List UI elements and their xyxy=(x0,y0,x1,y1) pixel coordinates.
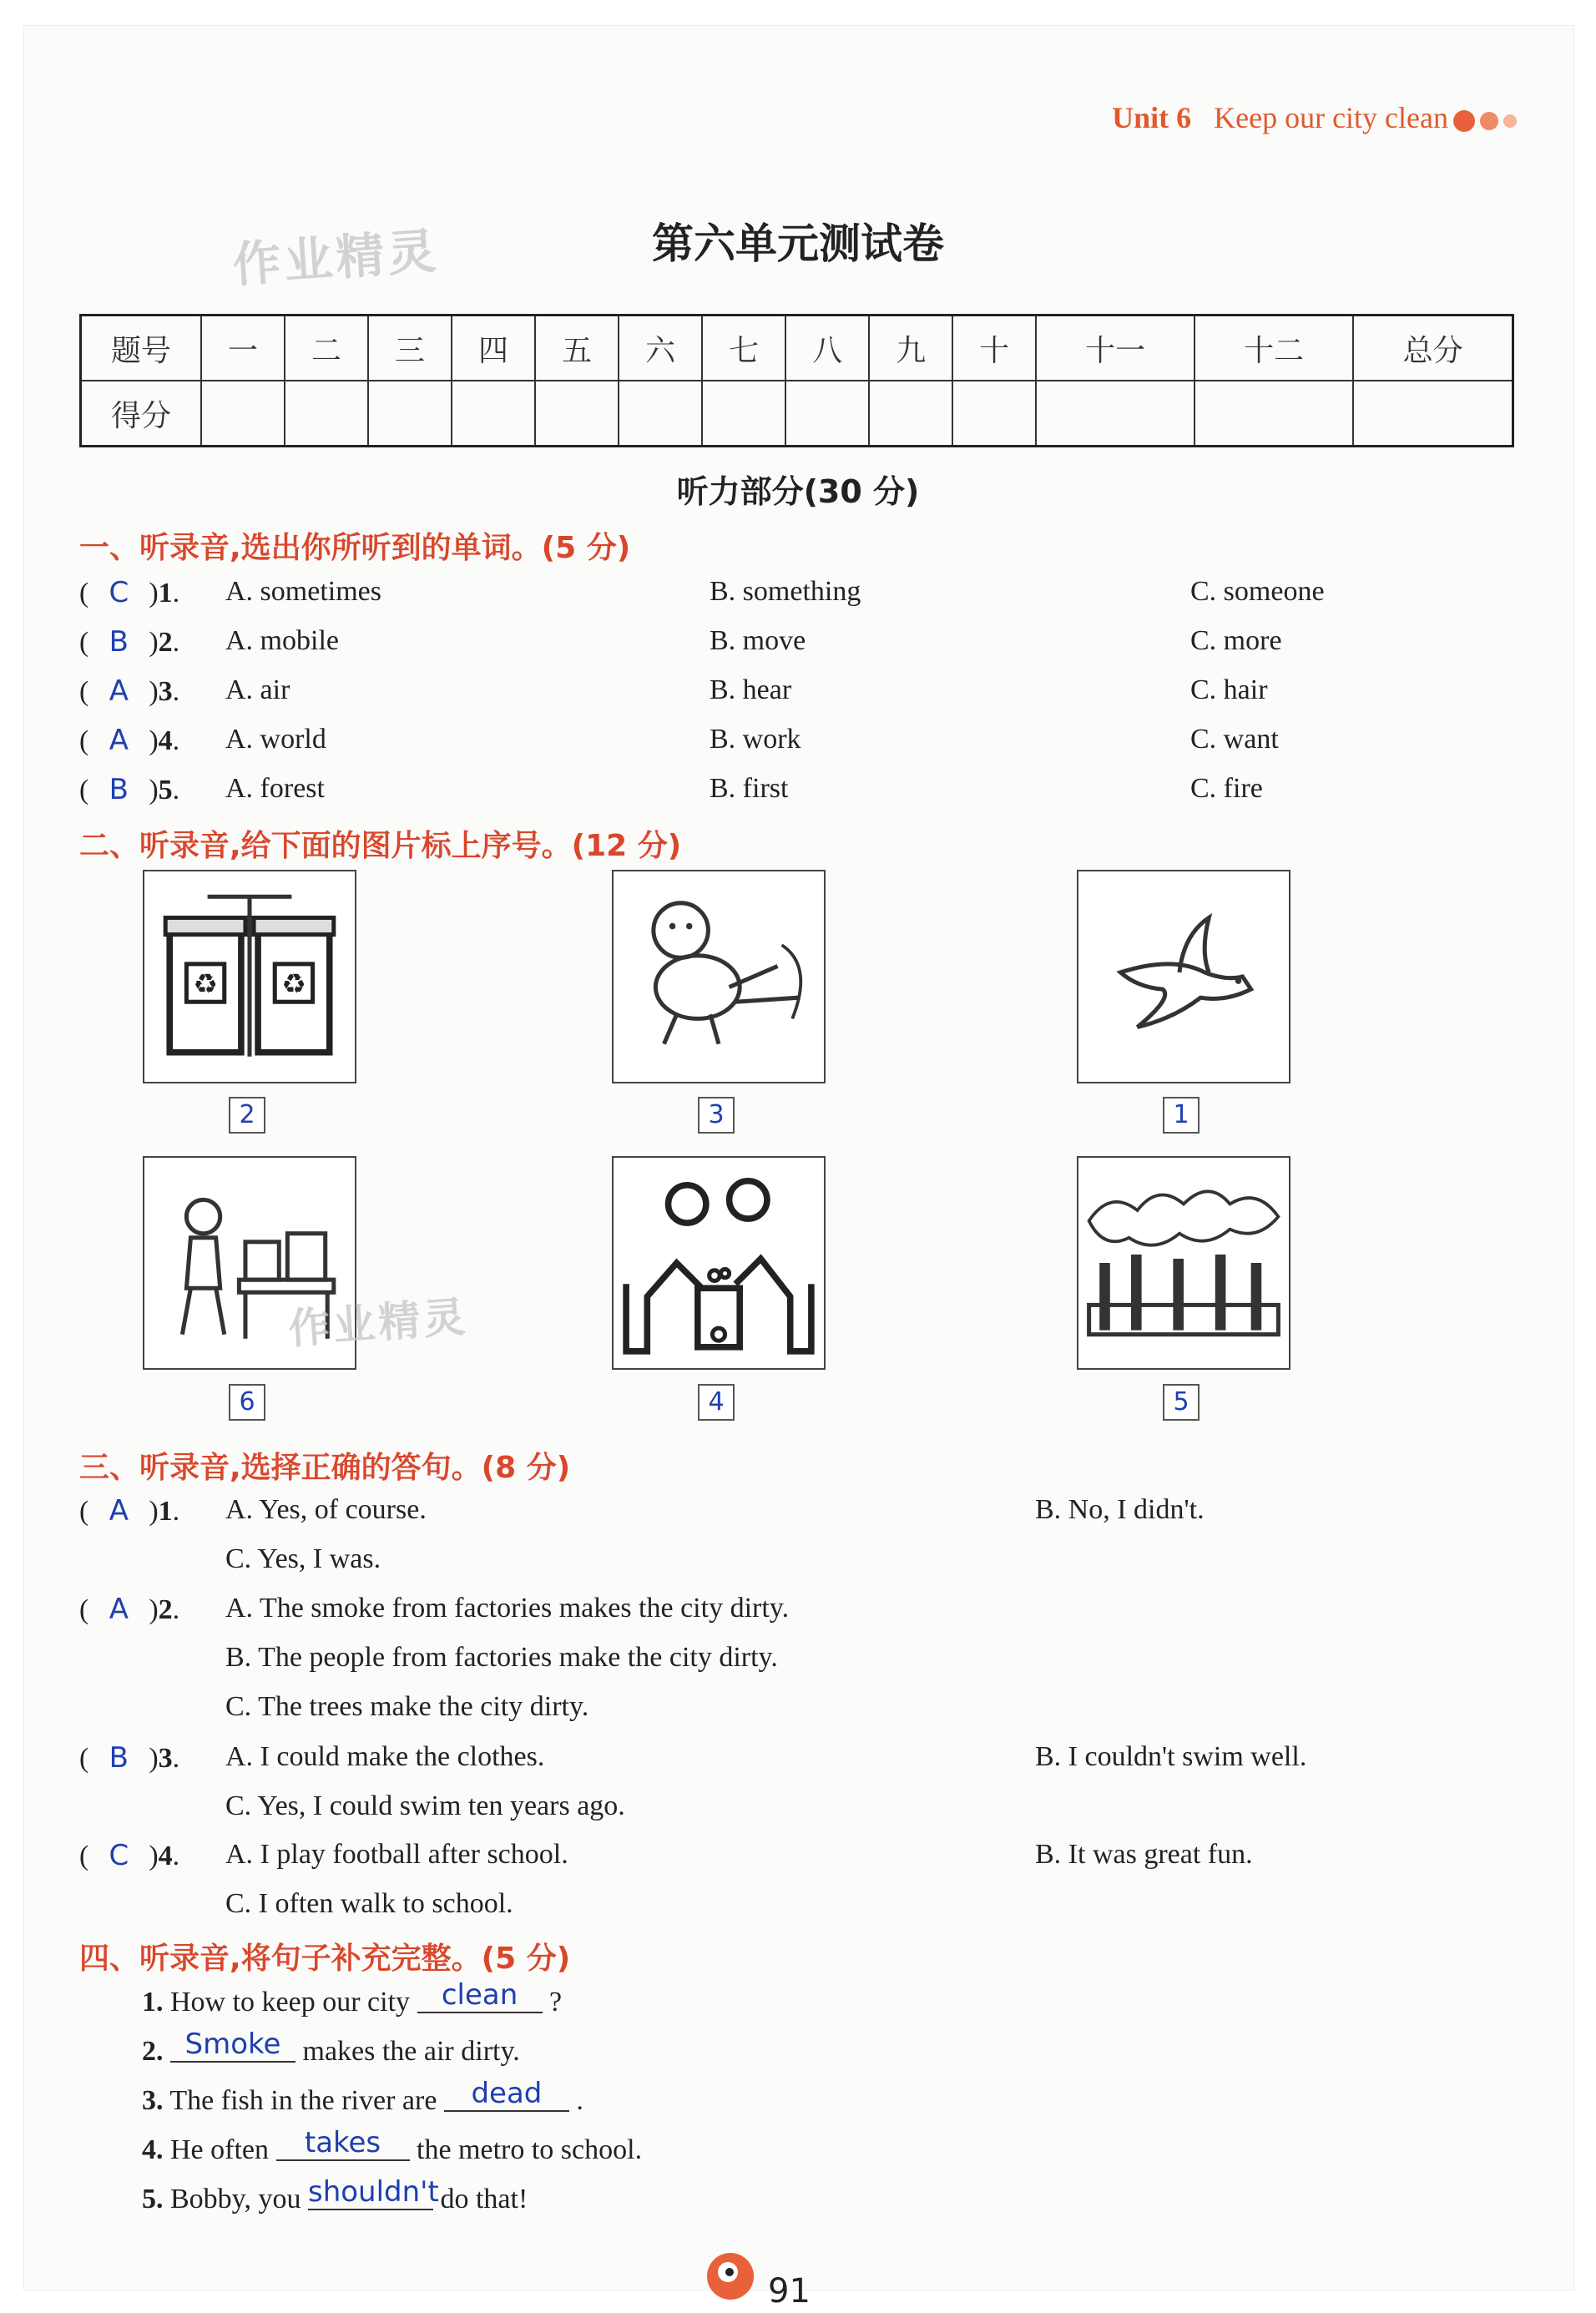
option-a: A. Yes, of course. xyxy=(225,1494,427,1525)
section4-title: 四、听录音,将句子补充完整。(5 分) xyxy=(79,1942,571,1976)
sentence-number: 5. xyxy=(142,2184,164,2215)
option-c: C. I often walk to school. xyxy=(225,1888,513,1919)
people-bin-icon xyxy=(612,1156,826,1370)
option-c: C. want xyxy=(1190,724,1279,755)
score-row-label: 得分 xyxy=(81,381,202,447)
sentence-number: 3. xyxy=(142,2085,164,2116)
fill-blank[interactable]: takes xyxy=(276,2126,410,2161)
score-cell[interactable] xyxy=(1194,381,1353,447)
score-cell[interactable] xyxy=(285,381,368,447)
question-number: 3 xyxy=(158,676,173,707)
sentence-text: Bobby, you xyxy=(170,2184,301,2215)
option-c: C. more xyxy=(1190,625,1282,656)
answer-bracket[interactable]: ( B )2. xyxy=(79,625,180,659)
answer-letter: A xyxy=(109,724,129,757)
score-value-row xyxy=(81,381,1513,447)
answer-bracket[interactable]: ( A )2. xyxy=(79,1593,180,1626)
section3-title: 三、听录音,选择正确的答句。(8 分) xyxy=(79,1451,571,1485)
listening-title: 听力部分(30 分) xyxy=(676,473,920,510)
picture-number-box[interactable]: 6 xyxy=(229,1384,265,1421)
answer-letter: C xyxy=(109,576,129,609)
watermark: 作业精灵 xyxy=(286,1292,471,1354)
unit-label: Unit 6 xyxy=(1112,101,1192,134)
score-cell[interactable] xyxy=(702,381,785,447)
score-header-cell: 八 xyxy=(785,316,869,381)
score-header-cell: 六 xyxy=(619,316,702,381)
score-header-cell: 一 xyxy=(201,316,285,381)
sentence-text: ? xyxy=(549,1987,563,2018)
score-cell[interactable] xyxy=(368,381,452,447)
fill-sentence xyxy=(142,1978,563,2020)
fill-sentence xyxy=(142,2077,583,2119)
sentence-number: 4. xyxy=(142,2134,164,2165)
mascot-icon xyxy=(701,2247,760,2310)
fill-sentence xyxy=(142,2028,520,2069)
option-c: C. Yes, I could swim ten years ago. xyxy=(225,1790,625,1821)
fill-blank[interactable]: Smoke xyxy=(170,2028,295,2063)
watermark: 作业精灵 xyxy=(230,222,442,294)
score-cell[interactable] xyxy=(952,381,1036,447)
option-a: A. I could make the clothes. xyxy=(225,1741,545,1772)
score-cell[interactable] xyxy=(619,381,702,447)
option-b: B. It was great fun. xyxy=(1035,1839,1253,1870)
recycle-bins-icon xyxy=(143,870,356,1083)
question-number: 1 xyxy=(158,578,173,609)
option-b: B. move xyxy=(710,625,806,656)
score-header-cell: 三 xyxy=(368,316,452,381)
option-b: B. work xyxy=(710,724,801,755)
answer-bracket[interactable]: ( A )3. xyxy=(79,674,180,708)
answer-letter: B xyxy=(109,625,129,659)
score-header-cell: 总分 xyxy=(1353,316,1513,381)
option-a: A. air xyxy=(225,674,290,705)
question-number: 2 xyxy=(158,1594,173,1625)
question-number: 4 xyxy=(158,725,173,756)
option-b: B. first xyxy=(710,773,789,804)
picture-number-box[interactable]: 3 xyxy=(698,1097,735,1134)
fill-sentence xyxy=(142,2175,528,2217)
option-b: B. hear xyxy=(710,674,792,705)
score-cell[interactable] xyxy=(869,381,952,447)
option-a: A. world xyxy=(225,724,326,755)
sentence-text: He often xyxy=(170,2134,270,2165)
answer-bracket[interactable]: ( A )1. xyxy=(79,1494,180,1528)
picture-number-box[interactable]: 5 xyxy=(1163,1384,1200,1421)
picture-number-box[interactable]: 1 xyxy=(1163,1097,1200,1134)
answer-letter: B xyxy=(109,773,129,806)
page-number: 91 xyxy=(768,2272,811,2310)
svg-text:♻: ♻ xyxy=(281,970,306,1001)
option-c: C. The trees make the city dirty. xyxy=(225,1691,589,1722)
score-header-cell: 十 xyxy=(952,316,1036,381)
question-number: 1 xyxy=(158,1496,173,1527)
svg-text:♻: ♻ xyxy=(193,970,218,1001)
score-header-cell: 十二 xyxy=(1194,316,1353,381)
option-b: B. No, I didn't. xyxy=(1035,1494,1205,1525)
fill-blank[interactable]: dead xyxy=(444,2077,569,2112)
answer-letter: A xyxy=(109,674,129,708)
question-number: 2 xyxy=(158,627,173,658)
picture-number-box[interactable]: 2 xyxy=(229,1097,265,1134)
score-cell[interactable] xyxy=(535,381,619,447)
dot-icon xyxy=(1480,112,1498,130)
sentence-number: 2. xyxy=(142,2036,164,2067)
answer-bracket[interactable]: ( B )5. xyxy=(79,773,180,806)
question-number: 5 xyxy=(158,775,173,806)
score-cell[interactable] xyxy=(785,381,869,447)
answer-letter: B xyxy=(109,1741,129,1775)
score-table xyxy=(79,314,1514,447)
score-cell[interactable] xyxy=(201,381,285,447)
sentence-number: 1. xyxy=(142,1987,164,2018)
factory-smoke-icon xyxy=(1077,1156,1290,1370)
fill-blank[interactable]: shouldn't xyxy=(307,2175,439,2209)
unit-title: Keep our city clean xyxy=(1214,101,1448,134)
option-b: B. something xyxy=(710,576,861,607)
answer-letter: A xyxy=(109,1593,129,1626)
option-c: C. fire xyxy=(1190,773,1263,804)
fill-sentence xyxy=(142,2126,643,2168)
score-cell[interactable] xyxy=(452,381,535,447)
answer-letter: C xyxy=(109,1839,129,1872)
score-header-cell: 四 xyxy=(452,316,535,381)
question-number: 3 xyxy=(158,1743,173,1774)
swallow-bird-icon xyxy=(1077,870,1290,1083)
option-c: C. hair xyxy=(1190,674,1268,705)
section2-title: 二、听录音,给下面的图片标上序号。(12 分) xyxy=(79,829,682,863)
option-c: C. someone xyxy=(1190,576,1325,607)
score-header-cell: 二 xyxy=(285,316,368,381)
option-b: B. The people from factories make the city dirty. xyxy=(225,1642,778,1673)
answer-letter: A xyxy=(109,1494,129,1528)
sentence-text: the metro to school. xyxy=(417,2134,643,2165)
sentence-text: The fish in the river are xyxy=(169,2085,437,2116)
score-header-cell: 七 xyxy=(702,316,785,381)
question-number: 4 xyxy=(158,1841,173,1871)
option-c: C. Yes, I was. xyxy=(225,1543,381,1574)
answer-bracket[interactable]: ( C )4. xyxy=(79,1839,180,1872)
fill-blank[interactable]: clean xyxy=(417,1978,543,2013)
score-header-cell: 十一 xyxy=(1036,316,1194,381)
dot-icon xyxy=(1453,110,1475,132)
option-a: A. mobile xyxy=(225,625,339,656)
option-a: A. I play football after school. xyxy=(225,1839,568,1870)
score-header-row xyxy=(81,316,1513,381)
answer-bracket[interactable]: ( C )1. xyxy=(79,576,180,609)
score-header-cell: 九 xyxy=(869,316,952,381)
unit-header xyxy=(1112,100,1517,135)
option-a: A. sometimes xyxy=(225,576,381,607)
answer-bracket[interactable]: ( B )3. xyxy=(79,1741,180,1775)
page-title: 第六单元测试卷 xyxy=(652,220,944,268)
sentence-text: . xyxy=(576,2085,583,2116)
score-cell[interactable] xyxy=(1036,381,1194,447)
sentence-text: How to keep our city xyxy=(170,1987,411,2018)
option-a: A. forest xyxy=(225,773,325,804)
answer-bracket[interactable]: ( A )4. xyxy=(79,724,180,757)
score-header-cell: 五 xyxy=(535,316,619,381)
sentence-text: do that! xyxy=(440,2184,528,2215)
sentence-text: makes the air dirty. xyxy=(302,2036,520,2067)
dot-icon xyxy=(1503,114,1517,128)
option-a: A. The smoke from factories makes the city dirty. xyxy=(225,1593,790,1624)
section1-title: 一、听录音,选出你所听到的单词。(5 分) xyxy=(79,531,631,565)
picture-number-box[interactable]: 4 xyxy=(698,1384,735,1421)
option-b: B. I couldn't swim well. xyxy=(1035,1741,1307,1772)
score-cell[interactable] xyxy=(1353,381,1513,447)
pig-kicking-icon xyxy=(612,870,826,1083)
score-header-cell: 题号 xyxy=(81,316,202,381)
